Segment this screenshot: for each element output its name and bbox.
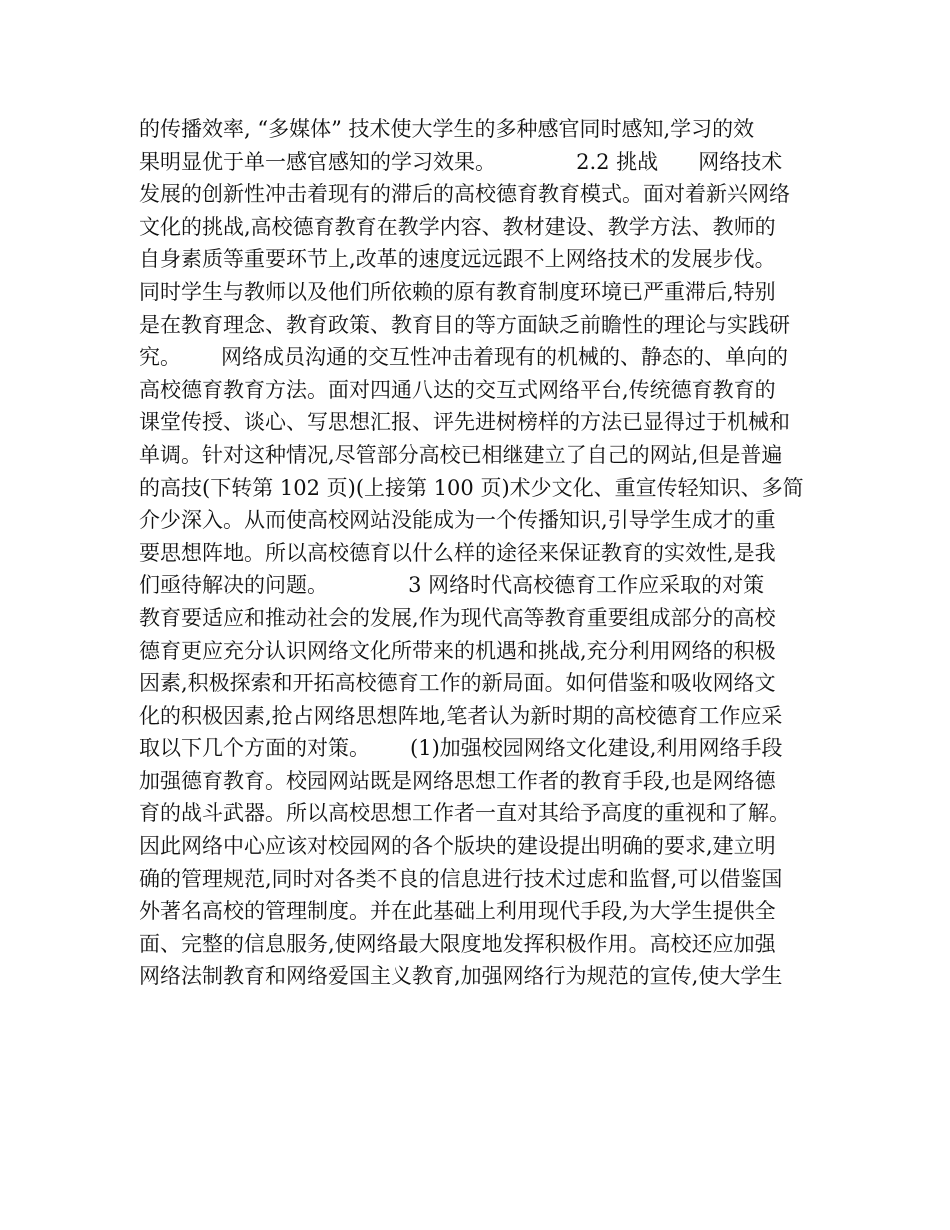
text-line	[139, 178, 819, 211]
text-line	[139, 732, 819, 765]
text-line	[139, 374, 819, 407]
text-line-content: 介少深入。从而使高校网站没能成为一个传播知识,引导学生成才的重	[139, 508, 776, 533]
text-line	[139, 113, 819, 146]
text-line	[139, 439, 819, 472]
text-line-content: 德育更应充分认识网络文化所带来的机遇和挑战,充分利用网络的积极	[139, 638, 776, 663]
text-line-content: 单调。针对这种情况,尽管部分高校已相继建立了自己的网站,但是普遍	[139, 442, 783, 467]
text-line	[139, 569, 819, 602]
text-line-content: 教育要适应和推动社会的发展,作为现代高等教育重要组成部分的高校	[139, 605, 776, 630]
text-line	[139, 341, 819, 374]
text-line-content: 高校德育教育方法。面对四通八达的交互式网络平台,传统德育教育的	[139, 377, 776, 402]
text-line-content: 自身素质等重要环节上,改革的速度远远跟不上网络技术的发展步伐。	[139, 247, 776, 272]
text-line-content: 同时学生与教师以及他们所依赖的原有教育制度环境已严重滞后,特别	[139, 279, 776, 304]
text-line-content: 要思想阵地。所以高校德育以什么样的途径来保证教育的实效性,是我	[139, 540, 776, 565]
text-line	[139, 863, 819, 896]
text-line	[139, 667, 819, 700]
text-line-content: 是在教育理念、教育政策、教育目的等方面缺乏前瞻性的理论与实践研	[139, 312, 790, 337]
text-line	[139, 243, 819, 276]
body-text	[139, 113, 819, 993]
text-line-content: 化的积极因素,抢占网络思想阵地,笔者认为新时期的高校德育工作应采	[139, 703, 783, 728]
text-line	[139, 960, 819, 993]
text-line	[139, 602, 819, 635]
text-line	[139, 830, 819, 863]
text-line	[139, 309, 819, 342]
text-line	[139, 797, 819, 830]
text-line-content: 面、完整的信息服务,使网络最大限度地发挥积极作用。高校还应加强	[139, 931, 776, 956]
text-line-content: 取以下几个方面的对策。 (1)加强校园网络文化建设,利用网络手段	[139, 736, 783, 761]
text-line-content: 们亟待解决的问题。 3 网络时代高校德育工作应采取的对策	[139, 573, 765, 598]
text-line-content: 外著名高校的管理制度。并在此基础上利用现代手段,为大学生提供全	[139, 899, 776, 924]
text-line	[139, 635, 819, 668]
text-line	[139, 765, 819, 798]
text-line	[139, 406, 819, 439]
text-line-content: 育的战斗武器。所以高校思想工作者一直对其给予高度的重视和了解。	[139, 801, 790, 826]
text-line-content: 文化的挑战,高校德育教育在教学内容、教材建设、教学方法、教师的	[139, 214, 776, 239]
text-line	[139, 472, 819, 505]
text-line-content: 发展的创新性冲击着现有的滞后的高校德育教育模式。面对着新兴网络	[139, 182, 790, 207]
text-line	[139, 537, 819, 570]
text-line	[139, 211, 819, 244]
text-line	[139, 895, 819, 928]
text-line	[139, 146, 819, 179]
text-line-content: 确的管理规范,同时对各类不良的信息进行技术过虑和监督,可以借鉴国	[139, 866, 783, 891]
text-line	[139, 276, 819, 309]
text-line-content: 加强德育教育。校园网站既是网络思想工作者的教育手段,也是网络德	[139, 768, 776, 793]
text-line	[139, 928, 819, 961]
text-line-content: 课堂传授、谈心、写思想汇报、评先进树榜样的方法已显得过于机械和	[139, 410, 790, 435]
text-line-content: 网络法制教育和网络爱国主义教育,加强网络行为规范的宣传,使大学生	[139, 964, 783, 989]
text-line-content: 的高技(下转第 102 页)(上接第 100 页)术少文化、重宣传轻知识、多简	[139, 475, 804, 500]
text-line-content: 因素,积极探索和开拓高校德育工作的新局面。如何借鉴和吸收网络文	[139, 671, 776, 696]
text-line-content: 的传播效率, “多媒体” 技术使大学生的多种感官同时感知,学习的效	[139, 117, 755, 141]
text-line	[139, 504, 819, 537]
text-line	[139, 700, 819, 733]
text-line-content: 因此网络中心应该对校园网的各个版块的建设提出明确的要求,建立明	[139, 834, 776, 859]
text-line-content: 究。 网络成员沟通的交互性冲击着现有的机械的、静态的、单向的	[139, 345, 789, 370]
text-line-content: 果明显优于单一感官感知的学习效果。 2.2 挑战 网络技术	[139, 149, 783, 174]
